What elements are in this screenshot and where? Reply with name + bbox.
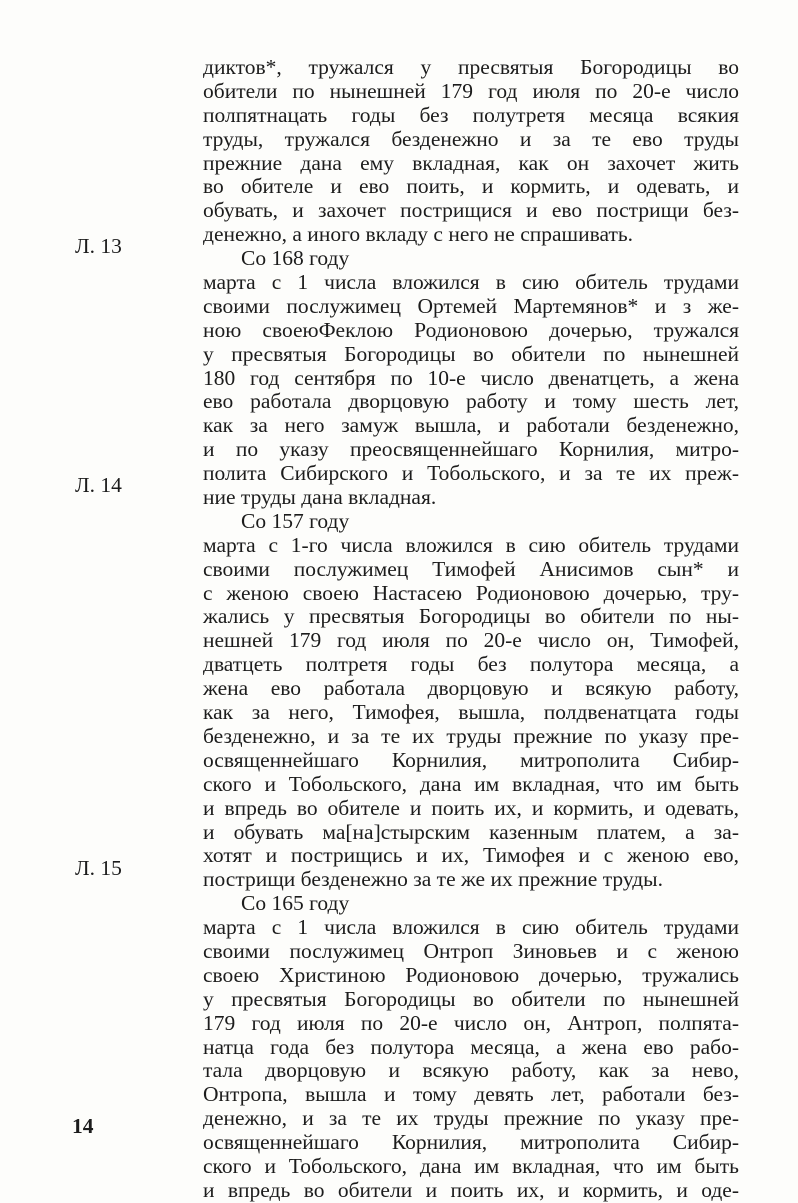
- folio-marker: Л. 14: [75, 473, 122, 498]
- text-line: как за него замуж вышла, и работали безденежно,: [203, 413, 739, 438]
- text-line: ского и Тобольского, дана им вкладная, что им быть: [203, 771, 739, 796]
- text-line: и обувать ма[на]стырским казенным платем, а за-: [203, 819, 739, 844]
- text-line: натца года без полутора месяца, а жена ево рабо-: [203, 1034, 739, 1059]
- text-line: полпятнацать годы без полутретя месяца всякия: [203, 102, 739, 127]
- text-line: своею Христиною Родионовою дочерью, тружались: [203, 962, 739, 987]
- text-line: жена ево работала дворцовую и всякую работу,: [203, 676, 739, 701]
- text-line: и впредь во обители и поить их, и кормить, и оде-: [203, 1177, 739, 1202]
- text-line: пострищи безденежно за те же их прежние труды.: [203, 867, 663, 892]
- text-line: марта с 1 числа вложился в сию обитель трудами: [203, 915, 739, 940]
- text-line: диктов*, тружался у пресвятыя Богородицы во: [203, 55, 739, 79]
- entry-folio-14: [203, 510, 739, 892]
- text-line: 179 год июля по 20-е число он, Антроп, полпята-: [203, 1010, 739, 1035]
- entry-heading: Со 168 году: [241, 246, 350, 271]
- text-line: денежно, и за те их труды прежние по указу пре-: [203, 1106, 739, 1131]
- text-line: дватцеть полтретя годы без полутора месяца, а: [203, 652, 739, 677]
- text-line: ского и Тобольского, дана им вкладная, что им быть: [203, 1153, 739, 1178]
- main-text-column: [203, 56, 739, 1203]
- folio-marker: Л. 15: [75, 855, 122, 880]
- text-line: ние труды дана вкладная.: [203, 485, 437, 510]
- entry-folio-15: [203, 892, 739, 1203]
- text-line: во обителе и ево поить, и кормить, и одевать, и: [203, 174, 739, 199]
- intro-paragraph: [203, 56, 739, 247]
- text-line: ево работала дворцовую работу и тому шесть лет,: [203, 389, 739, 414]
- text-line: денежно, а иного вкладу с него не спрашивать.: [203, 222, 634, 247]
- text-line: Онтропа, вышла и тому девять лет, работали без-: [203, 1082, 739, 1107]
- page-number: 14: [72, 1114, 94, 1138]
- text-line: своими послужимец Тимофей Анисимов сын* и: [203, 556, 739, 581]
- entry-folio-13: [203, 247, 739, 510]
- text-line: 180 год сентября по 10-е число двенатцеть, а жена: [203, 365, 739, 390]
- text-line: с женою своею Настасею Родионовою дочерью, тру-: [203, 580, 739, 605]
- text-line: марта с 1-го числа вложился в сию обитель трудами: [203, 532, 739, 557]
- text-line: своими послужимец Ортемей Мартемянов* и з же-: [203, 293, 739, 318]
- entry-heading: Со 157 году: [241, 508, 350, 533]
- text-line: своими послужимец Онтроп Зиновьев и с женою: [203, 938, 739, 963]
- text-line: освященнейшаго Корнилия, митрополита Сибир-: [203, 747, 739, 772]
- text-line: у пресвятыя Богородицы во обители по нынешней: [203, 341, 739, 366]
- text-line: жались у пресвятыя Богородицы во обители по ны-: [203, 604, 739, 629]
- text-line: нешней 179 год июля по 20-е число он, Тимофей,: [203, 628, 739, 653]
- folio-marker: Л. 13: [75, 234, 122, 259]
- text-line: как за него, Тимофея, вышла, полдвенатцата годы: [203, 700, 739, 725]
- text-line: ною своеюФеклою Родионовою дочерью, тружался: [203, 317, 739, 342]
- text-line: обувать, и захочет пострищися и ево пострищи без-: [203, 198, 739, 223]
- entry-heading: Со 165 году: [241, 891, 350, 916]
- text-line: освященнейшаго Корнилия, митрополита Сибир-: [203, 1130, 739, 1155]
- text-line: полита Сибирского и Тобольского, и за те их преж-: [203, 461, 739, 486]
- text-line: у пресвятыя Богородицы во обители по нынешней: [203, 986, 739, 1011]
- text-line: марта с 1 числа вложился в сию обитель трудами: [203, 270, 739, 295]
- text-line: труды, тружался безденежно и за те ево труды: [203, 126, 739, 151]
- text-line: безденежно, и за те их труды прежние по указу пре-: [203, 723, 739, 748]
- text-line: и по указу преосвященнейшаго Корнилия, митро-: [203, 437, 739, 462]
- text-line: обители по нынешней 179 год июля по 20-е число: [203, 78, 739, 103]
- text-line: тала дворцовую и всякую работу, как за нево,: [203, 1058, 739, 1083]
- text-line: хотят и пострищись и их, Тимофея и с женою ево,: [203, 843, 739, 868]
- text-line: и впредь во обителе и поить их, и кормить, и одевать,: [203, 795, 739, 820]
- text-line: прежние дана ему вкладная, как он захочет жить: [203, 150, 739, 175]
